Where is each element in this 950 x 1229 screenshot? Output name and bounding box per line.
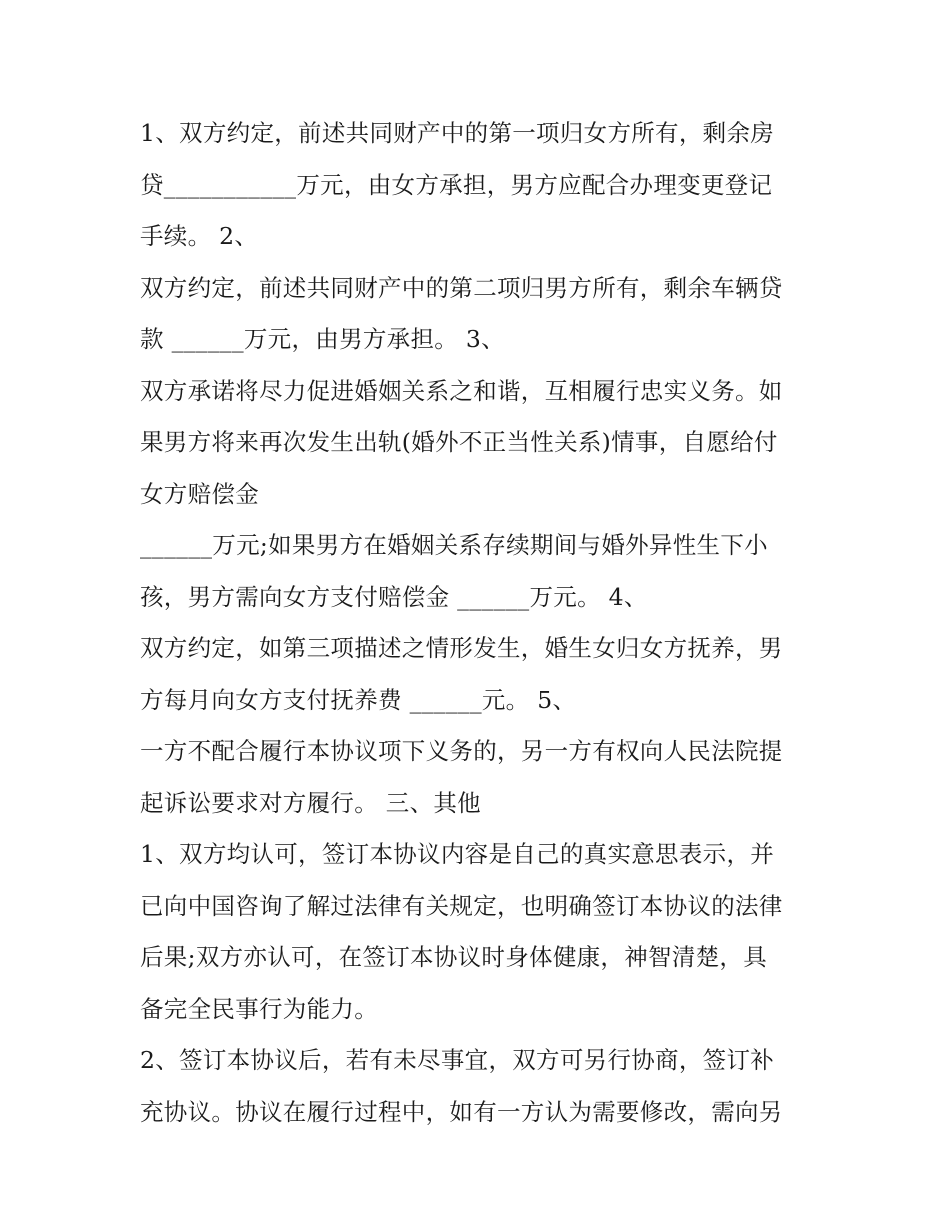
text-line: 果男方将来再次发生出轨(婚外不正当性关系)情事，自愿给付 [140, 428, 778, 456]
text-line: 双方约定，如第三项描述之情形发生，婚生女归女方抚养，男 [140, 634, 783, 662]
text-line: 女方赔偿金 [140, 479, 259, 508]
text-line: 1、双方约定，前述共同财产中的第一项归女方所有，剩余房 [140, 119, 775, 147]
text-line: 双方约定，前述共同财产中的第二项归男方所有，剩余车辆贷 [140, 273, 783, 302]
text-line: 起诉讼要求对方履行。 三、其他 [140, 788, 481, 817]
text-line: 方每月向女方支付抚养费 ______元。 5、 [140, 685, 577, 714]
text-line: 2、签订本协议后，若有未尽事宜，双方可另行协商，签订补 [140, 1046, 775, 1074]
text-line: 后果;双方亦认可，在签订本协议时身体健康，神智清楚，具 [140, 943, 768, 971]
text-line: 手续。 2、 [140, 222, 259, 250]
text-line: 双方承诺将尽力促进婚姻关系之和谐，互相履行忠实义务。如 [140, 376, 783, 405]
text-line: 贷___________万元，由女方承担，男方应配合办理变更登记 [140, 170, 773, 199]
text-line: 1、双方均认可，签订本协议内容是自己的真实意思表示，并 [140, 840, 775, 868]
text-line: ______万元;如果男方在婚姻关系存续期间与婚外异性生下小 [140, 531, 768, 559]
text-line: 充协议。协议在履行过程中，如有一方认为需要修改，需向另 [140, 1097, 783, 1126]
agreement-text-body [140, 108, 820, 1138]
text-line: 孩，男方需向女方支付赔偿金 ______万元。 4、 [140, 582, 648, 611]
text-line: 备完全民事行为能力。 [140, 994, 378, 1023]
text-line: 款 ______万元，由男方承担。 3、 [140, 325, 505, 353]
text-line: 已向中国咨询了解过法律有关规定，也明确签订本协议的法律 [140, 891, 783, 920]
text-line: 一方不配合履行本协议项下义务的，另一方有权向人民法院提 [140, 737, 783, 765]
